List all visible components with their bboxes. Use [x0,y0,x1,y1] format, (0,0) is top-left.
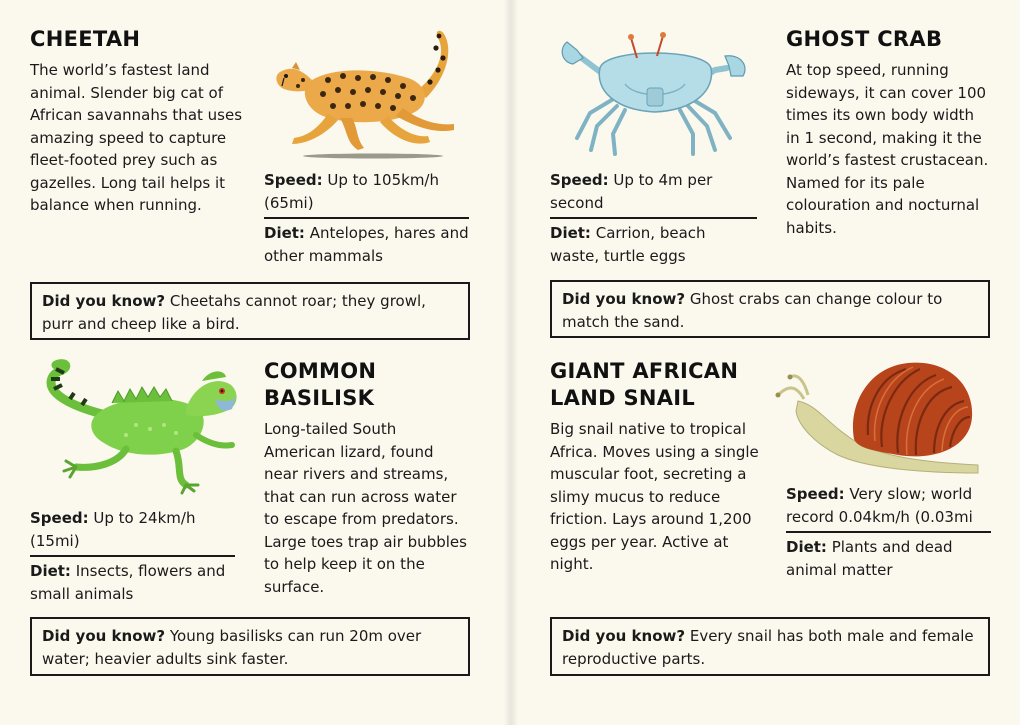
diet-value: Plants and dead animal matter [786,538,953,579]
speed-stat [264,169,469,214]
did-you-know-box [30,617,470,676]
speed-label: Speed: [30,509,89,527]
diet-value: Insects, flowers and small animals [30,562,226,603]
speed-stat [786,483,991,528]
diet-label: Diet: [786,538,827,556]
fact-label: Did you know? [562,627,686,645]
entry-description: Long-tailed South American lizard, found near rivers and streams, that can run across water to escape from predators. Large toes trap air bubbles to help keep it on the surface. [264,420,467,596]
entry-description: The world’s fastest land animal. Slender big cat of African savannahs that uses amazing speed to capture fleet-footed prey such as gazelles. Long tail helps it balance when running. [30,61,243,214]
fact-text: Every snail has both male and female reproductive parts. [562,627,974,668]
speed-label: Speed: [786,485,845,503]
entry-title: COMMON BASILISK [264,359,377,410]
entry-title: GHOST CRAB [786,27,943,51]
did-you-know-box [30,282,470,340]
basilisk-illustration [26,355,248,495]
diet-value: Carrion, beach waste, turtle eggs [550,224,706,265]
speed-value: Up to 24km/h (15mi) [30,509,196,550]
cheetah-illustration [268,28,468,163]
entry-title: CHEETAH [30,27,141,51]
entry-description: At top speed, running sideways, it can cover 100 times its own body width in 1 second, making it the world’s fastest crustacean. Named for its pale colouration and nocturnal habits. [786,61,989,237]
stats-block [786,483,991,581]
divider [264,217,469,219]
speed-value: Up to 4m per second [550,171,713,212]
fact-text: Cheetahs cannot roar; they growl, purr and cheep like a bird. [42,292,426,333]
speed-label: Speed: [264,171,323,189]
page-gutter [504,0,518,725]
diet-stat [550,222,757,267]
diet-stat [786,536,991,581]
did-you-know-box [550,280,990,338]
entry-title: GIANT AFRICAN LAND SNAIL [550,359,739,410]
ghost-crab-illustration [555,28,755,158]
did-you-know-box [550,617,990,676]
speed-value: Up to 105km/h (65mi) [264,171,439,212]
fact-text: Young basilisks can run 20m over water; heavier adults sink faster. [42,627,422,668]
divider [30,555,235,557]
divider [786,531,991,533]
entry-description: Big snail native to tropical Africa. Moves using a single muscular foot, secreting a slimy mucus to reduce friction. Lays around 1,200 eggs per year. Active at night. [550,420,759,573]
divider [550,217,757,219]
speed-value: Very slow; world record 0.04km/h (0.03mi [786,485,973,526]
speed-stat [30,507,235,552]
diet-label: Diet: [264,224,305,242]
fact-text: Ghost crabs can change colour to match the sand. [562,290,943,331]
stats-block [30,507,235,605]
speed-stat [550,169,757,214]
diet-stat [264,222,469,267]
fact-label: Did you know? [42,292,166,310]
snail-illustration [768,355,990,480]
speed-label: Speed: [550,171,609,189]
stats-block [264,169,469,267]
fact-label: Did you know? [562,290,686,308]
diet-label: Diet: [550,224,591,242]
fact-label: Did you know? [42,627,166,645]
diet-label: Diet: [30,562,71,580]
diet-stat [30,560,235,605]
diet-value: Antelopes, hares and other mammals [264,224,469,265]
stats-block [550,169,757,267]
